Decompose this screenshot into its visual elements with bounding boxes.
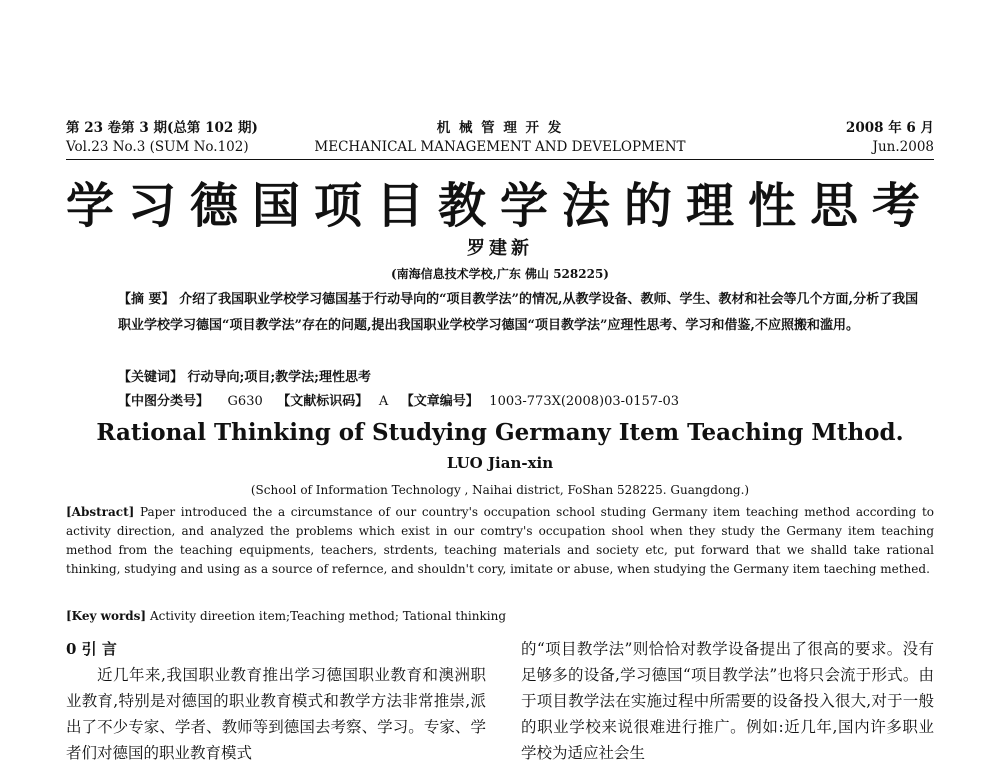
- header-rule: [66, 159, 934, 160]
- keywords-en-label: [Key words]: [66, 609, 147, 623]
- body-column-right: [521, 636, 934, 766]
- title-en: Rational Thinking of Studying Germany Item Teaching Mthod.: [96, 419, 904, 446]
- issue-date-en: Jun.2008: [872, 139, 934, 155]
- keywords-en: [66, 607, 934, 626]
- keywords-cn-label: 【关键词】: [118, 370, 184, 385]
- keywords-cn-text: 行动导向;项目;教学法;理性思考: [187, 370, 371, 385]
- abstract-en: [66, 503, 934, 579]
- article-id-label: 【文章编号】: [400, 394, 479, 409]
- title-cn: 学习德国项目教学法的理性思考: [65, 178, 934, 234]
- journal-name-en: MECHANICAL MANAGEMENT AND DEVELOPMENT: [314, 139, 686, 155]
- article-id-value: 1003-773X(2008)03-0157-03: [489, 394, 680, 409]
- abstract-cn-text: 介绍了我国职业学校学习德国基于行动导向的“项目教学法”的情况,从教学设备、教师、学生、教材和社会等几个方面,分析了我国职业学校学习德国“项目教学法”存在的问题,提出我国职业学校学习德国“项目教学法”应理性思考、学习和借鉴,不应照搬和滥用。: [118, 292, 919, 333]
- abstract-cn-label: 【摘 要】: [118, 292, 175, 307]
- author-cn: 罗建新: [467, 238, 533, 259]
- body-right-paragraph: 的“项目教学法”则恰恰对教学设备提出了很高的要求。没有足够多的设备,学习德国“项目教学法”也将只会流于形式。由于项目教学法在实施过程中所需要的设备投入很大,对于一般的职业学校来说很难进行推广。例如:近几年,国内许多职业学校为适应社会生: [521, 640, 934, 762]
- abstract-en-text: Paper introduced the a circumstance of our country's occupation school studing Germany item teaching method according to activity direction, and analyzed the problems which exist in our comtry's occupation shool when they study the Germany item teaching method from the teaching equipments, teachers, strdents, teaching materials and society etc, put forward that we shalld take rational thinking, studying and using as a source of refernce, and shouldn't cory, imitate or abuse, when studying the Germany item taeching methed.: [66, 505, 934, 576]
- affiliation-en: (School of Information Technology , Naihai district, FoShan 528225. Guangdong.): [250, 483, 750, 497]
- journal-name-cn: 机 械 管 理 开 发: [436, 120, 564, 136]
- section-heading-introduction: 0 引 言: [66, 640, 117, 658]
- journal-issue-cn: 第 23 卷第 3 期(总第 102 期): [66, 120, 258, 136]
- affiliation-cn: (南海信息技术学校,广东 佛山 528225): [391, 267, 609, 281]
- abstract-en-label: [Abstract]: [66, 505, 135, 519]
- body-column-left: [66, 662, 486, 766]
- author-en: LUO Jian-xin: [446, 454, 554, 472]
- abstract-cn: [118, 287, 930, 339]
- clc-value: G630: [227, 394, 263, 409]
- keywords-en-text: Activity direetion item;Teaching method; Tational thinking: [149, 609, 507, 623]
- classification-line: [118, 389, 930, 415]
- doc-code-value: A: [378, 394, 389, 409]
- doc-code-label: 【文献标识码】: [277, 394, 369, 409]
- body-left-paragraph: 近几年来,我国职业教育推出学习德国职业教育和澳洲职业教育,特别是对德国的职业教育模式和教学方法非常推崇,派出了不少专家、学者、教师等到德国去考察、学习。专家、学者们对德国的职业教育模式: [66, 666, 486, 762]
- clc-label: 【中图分类号】: [118, 394, 210, 409]
- issue-date-cn: 2008 年 6 月: [845, 120, 934, 136]
- journal-issue-en: Vol.23 No.3 (SUM No.102): [66, 139, 249, 155]
- keywords-cn: [118, 365, 930, 391]
